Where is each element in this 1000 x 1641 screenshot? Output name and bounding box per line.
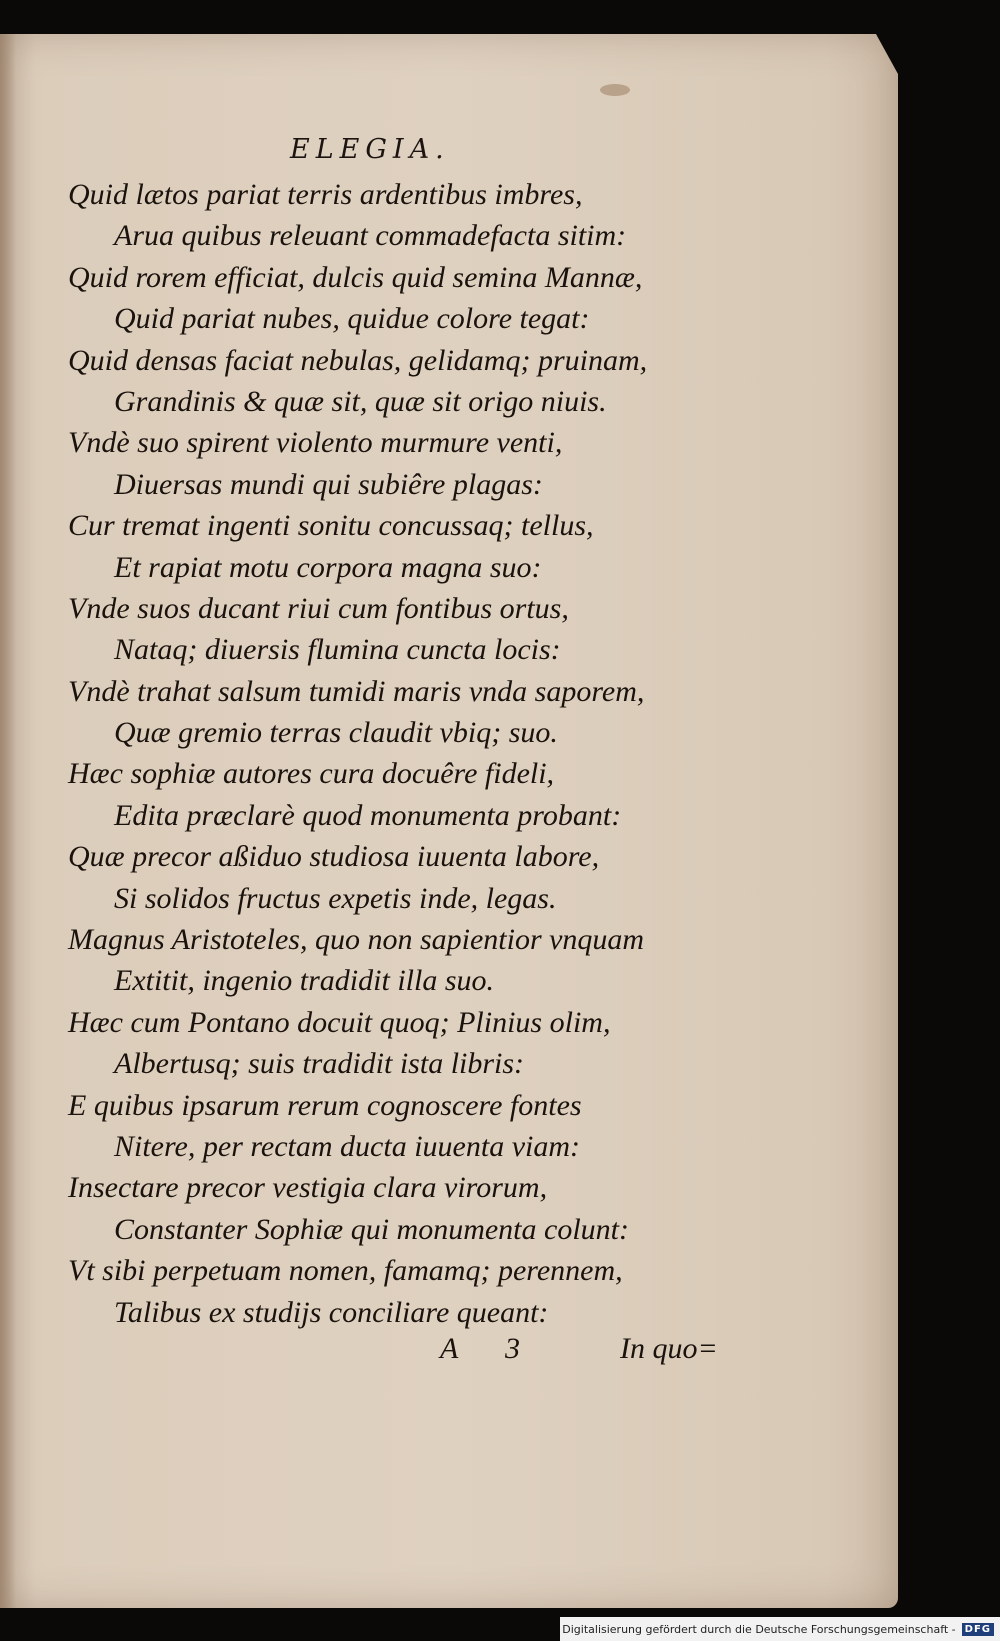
verse-line: Vnde suos ducant riui cum fontibus ortus, — [68, 591, 569, 625]
verse-line: Quid rorem efficiat, dulcis quid semina Mannæ, — [68, 260, 643, 294]
verse-line: Edita præclarè quod monumenta probant: — [114, 798, 622, 832]
verse-line: Quid pariat nubes, quidue colore tegat: — [114, 302, 590, 336]
signature-number: 3 — [505, 1332, 520, 1365]
running-head: ELEGIA. — [290, 134, 450, 165]
verse-line: Cur tremat ingenti sonitu concussaq; tellus, — [68, 509, 594, 543]
verse-text — [68, 174, 848, 1333]
signature-letter: A — [440, 1332, 459, 1365]
verse-line: Et rapiat motu corpora magna suo: — [114, 550, 542, 584]
verse-line: Vndè suo spirent violento murmure venti, — [68, 426, 563, 460]
verse-line: Arua quibus releuant commadefacta sitim: — [114, 219, 627, 253]
dfg-logo-icon: DFG — [962, 1623, 994, 1636]
page-foot — [0, 1332, 898, 1372]
verse-line: Magnus Aristoteles, quo non sapientior vnquam — [68, 923, 645, 957]
paper-stain — [600, 84, 630, 96]
verse-line: Hæc cum Pontano docuit quoq; Plinius olim, — [68, 1005, 611, 1039]
catchword: In quo= — [620, 1332, 718, 1365]
verse-line: Talibus ex studijs conciliare queant: — [114, 1295, 549, 1329]
footer-credit: Digitalisierung gefördert durch die Deutsche Forschungsgemeinschaft - — [562, 1622, 956, 1636]
verse-line: Albertusq; suis tradidit ista libris: — [114, 1047, 525, 1081]
verse-line: Constanter Sophiæ qui monumenta colunt: — [114, 1212, 629, 1246]
verse-line: Diuersas mundi qui subiêre plagas: — [114, 467, 543, 501]
verse-line: Nitere, per rectam ducta iuuenta viam: — [114, 1129, 580, 1163]
verse-line: Hæc sophiæ autores cura docuêre fideli, — [68, 757, 555, 791]
verse-line: E quibus ipsarum rerum cognoscere fontes — [68, 1088, 582, 1122]
verse-line: Quæ precor aßiduo studiosa iuuenta labore, — [68, 840, 600, 874]
verse-line: Quid lætos pariat terris ardentibus imbres, — [68, 178, 583, 211]
book-page — [0, 34, 898, 1608]
digitization-footer — [560, 1617, 1000, 1641]
verse-line: Insectare precor vestigia clara virorum, — [68, 1171, 548, 1205]
verse-line: Si solidos fructus expetis inde, legas. — [114, 881, 557, 915]
verse-line: Vt sibi perpetuam nomen, famamq; perennem, — [68, 1254, 623, 1288]
verse-line: Vndè trahat salsum tumidi maris vnda saporem, — [68, 674, 645, 708]
verse-line: Grandinis & quæ sit, quæ sit origo niuis. — [114, 384, 607, 418]
page-corner-fold — [876, 34, 898, 74]
verse-line: Quid densas faciat nebulas, gelidamq; pruinam, — [68, 343, 648, 377]
verse-line: Extitit, ingenio tradidit illa suo. — [114, 964, 494, 998]
verse-line: Quæ gremio terras claudit vbiq; suo. — [114, 716, 558, 750]
verse-line: Nataq; diuersis flumina cuncta locis: — [114, 633, 561, 667]
